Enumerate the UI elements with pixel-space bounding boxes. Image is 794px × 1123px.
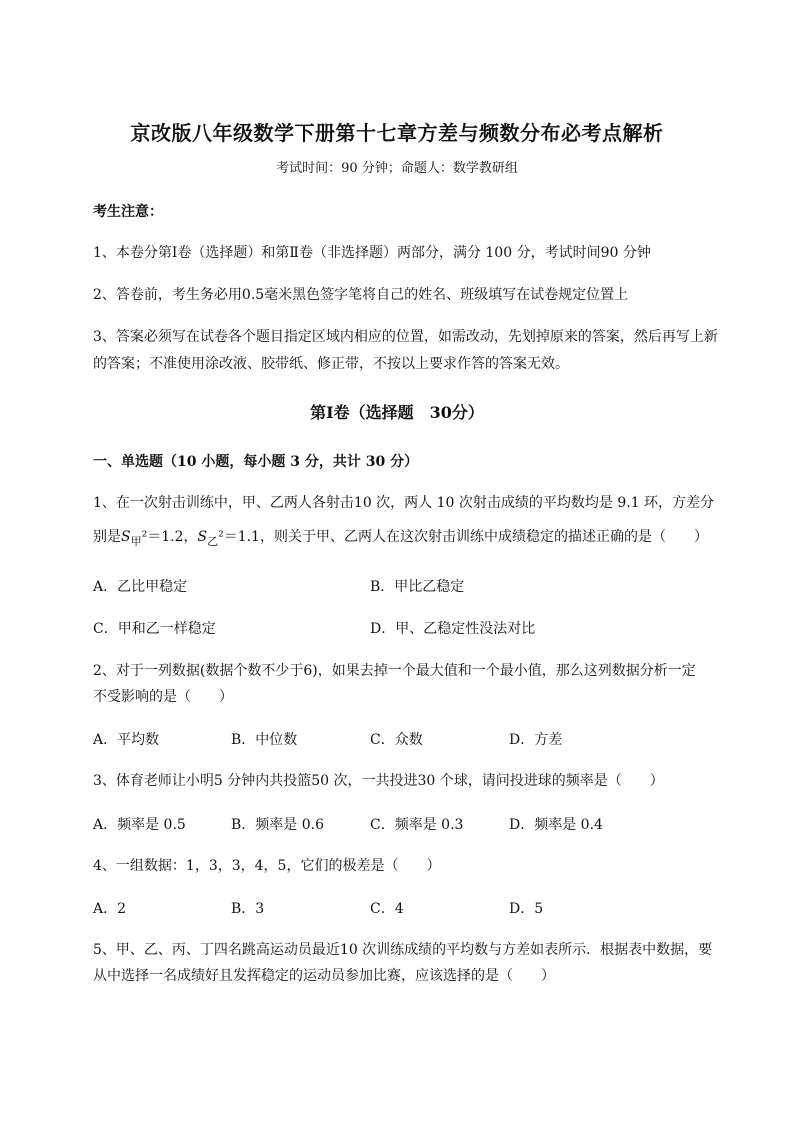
q3-option-d[interactable]: D．频率是 0.4 — [509, 817, 603, 833]
q1-option-c[interactable]: C．甲和乙一样稳定 — [93, 621, 216, 637]
variance-value-yi: ²＝1.1，则关于甲、乙两人在这次射击训练中成绩稳定的描述正确的是（ ） — [218, 529, 708, 545]
page-title: 京改版八年级数学下册第十七章方差与频数分布必考点解析 — [130, 121, 664, 145]
q5-stem-line2: 从中选择一名成绩好且发挥稳定的运动员参加比赛，应该选择的是（ ） — [93, 968, 555, 984]
q2-option-a[interactable]: A．平均数 — [93, 732, 160, 748]
q2-option-c[interactable]: C．众数 — [370, 732, 423, 748]
q4-stem: 4、一组数据：1，3，3，4，5，它们的极差是（ ） — [93, 858, 441, 874]
subscript-yi: 乙 — [207, 535, 219, 548]
q5-stem-line1: 5、甲、乙、丙、丁四名跳高运动员最近10 次训练成绩的平均数与方差如表所示．根据表中数据，要 — [93, 942, 713, 958]
q4-option-a[interactable]: A．2 — [93, 901, 127, 917]
exam-info: 考试时间：90 分钟；命题人：数学教研组 — [276, 161, 518, 176]
q2-stem-line2: 不受影响的是（ ） — [93, 689, 233, 705]
variance-symbol-yi: S — [197, 529, 208, 545]
notice-item-3-cont: 的答案；不准使用涂改液、胶带纸、修正带，不按以上要求作答的答案无效。 — [93, 356, 569, 372]
q4-option-b[interactable]: B．3 — [231, 901, 265, 917]
variance-value-jia: ²＝1.2， — [141, 529, 198, 545]
q1-pre: 别是 — [93, 529, 121, 545]
notice-item-2: 2、答卷前，考生务必用0.5毫米黑色签字笔将自己的姓名、班级填写在试卷规定位置上 — [93, 287, 629, 303]
part1-heading: 一、单选题（10 小题，每小题 3 分，共计 30 分） — [93, 454, 419, 470]
q1-stem-line1: 1、在一次射击训练中，甲、乙两人各射击10 次，两人 10 次射击成绩的平均数均是 9.1 环，方差分 — [93, 495, 715, 511]
q1-option-d[interactable]: D．甲、乙稳定性没法对比 — [370, 621, 536, 637]
q1-stem-line2 — [93, 526, 708, 546]
notice-heading: 考生注意： — [93, 204, 163, 220]
q1-option-b[interactable]: B．甲比乙稳定 — [370, 579, 465, 595]
subscript-jia: 甲 — [130, 535, 142, 548]
q4-option-c[interactable]: C．4 — [370, 901, 404, 917]
q1-option-a[interactable]: A．乙比甲稳定 — [93, 579, 188, 595]
q3-stem: 3、体育老师让小明5 分钟内共投篮50 次，一共投进30 个球，请问投进球的频率是（ ） — [93, 773, 664, 789]
section-title: 第Ⅰ卷（选择题 30分） — [310, 403, 484, 422]
q2-option-d[interactable]: D．方差 — [509, 732, 563, 748]
q3-option-a[interactable]: A．频率是 0.5 — [93, 817, 186, 833]
notice-item-3: 3、答案必须写在试卷各个题目指定区域内相应的位置，如需改动，先划掉原来的答案，然后再写上新 — [93, 329, 718, 345]
q3-option-b[interactable]: B．频率是 0.6 — [231, 817, 325, 833]
q3-option-c[interactable]: C．频率是 0.3 — [370, 817, 464, 833]
notice-item-1: 1、本卷分第Ⅰ卷（选择题）和第Ⅱ卷（非选择题）两部分，满分 100 分，考试时间90 分钟 — [93, 245, 651, 261]
variance-symbol-jia: S — [121, 529, 131, 545]
q4-option-d[interactable]: D．5 — [509, 901, 544, 917]
q2-option-b[interactable]: B．中位数 — [231, 732, 298, 748]
q2-stem-line1: 2、对于一列数据(数据个数不少于6)，如果去掉一个最大值和一个最小值，那么这列数据分析一定 — [93, 663, 696, 679]
